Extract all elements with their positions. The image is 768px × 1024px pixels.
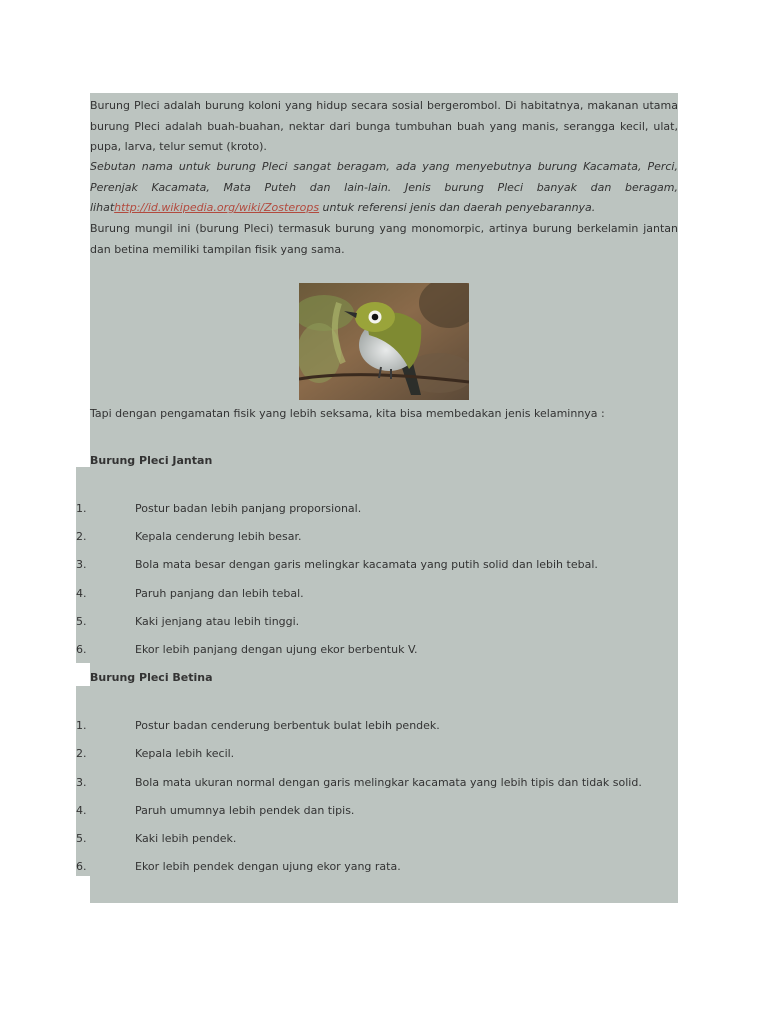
list-number: 3. [76, 558, 87, 571]
list-item [76, 640, 676, 660]
list-text: Ekor lebih pendek dengan ujung ekor yang rata. [135, 860, 401, 873]
observation-sentence: Tapi dengan pengamatan fisik yang lebih seksama, kita bisa membedakan jenis kelaminnya : [90, 407, 605, 420]
list-item [76, 499, 676, 519]
list-number: 2. [76, 530, 87, 543]
list-text: Bola mata ukuran normal dengan garis melingkar kacamata yang lebih tipis dan tidak solid. [135, 776, 642, 789]
list-text: Postur badan lebih panjang proporsional. [135, 502, 362, 515]
list-number: 5. [76, 832, 87, 845]
female-section-title: Burung Pleci Betina [90, 671, 213, 684]
list-item [76, 857, 676, 877]
list-number: 6. [76, 643, 87, 656]
list-text: Ekor lebih panjang dengan ujung ekor berbentuk V. [135, 643, 418, 656]
list-number: 4. [76, 804, 87, 817]
list-text: Kaki lebih pendek. [135, 832, 237, 845]
list-text: Kaki jenjang atau lebih tinggi. [135, 615, 300, 628]
list-text: Kepala lebih kecil. [135, 747, 235, 760]
list-item [76, 744, 676, 764]
monomorphic-paragraph: Burung mungil ini (burung Pleci) termasuk burung yang monomorpic, artinya burung berkelamin jantan dan betina memiliki tampilan fisik yang sama. [90, 222, 678, 256]
male-section-title: Burung Pleci Jantan [90, 454, 213, 467]
list-number: 2. [76, 747, 87, 760]
list-item [76, 555, 676, 575]
list-number: 4. [76, 587, 87, 600]
list-number: 5. [76, 615, 87, 628]
list-number: 6. [76, 860, 87, 873]
list-item [76, 527, 676, 547]
list-number: 3. [76, 776, 87, 789]
wikipedia-link[interactable]: http://id.wikipedia.org/wiki/Zosterops [114, 201, 320, 214]
list-text: Paruh umumnya lebih pendek dan tipis. [135, 804, 355, 817]
list-text: Postur badan cenderung berbentuk bulat lebih pendek. [135, 719, 440, 732]
list-text: Bola mata besar dengan garis melingkar kacamata yang putih solid dan lebih tebal. [135, 558, 598, 571]
pleci-bird-photo [299, 283, 469, 400]
list-item [76, 716, 676, 736]
list-text: Kepala cenderung lebih besar. [135, 530, 302, 543]
intro-paragraph: Burung Pleci adalah burung koloni yang hidup secara sosial bergerombol. Di habitatnya, makanan utama burung Pleci adalah buah-buahan, nektar dari bunga tumbuhan buah yang manis, serangga kecil, ulat, pupa, larva, telur semut (kroto). [90, 99, 678, 153]
list-number: 1. [76, 502, 87, 515]
list-item [76, 829, 676, 849]
list-item [76, 612, 676, 632]
list-text: Paruh panjang dan lebih tebal. [135, 587, 304, 600]
list-item [76, 801, 676, 821]
names-paragraph: Sebutan nama untuk burung Pleci sangat beragam, ada yang menyebutnya burung Kacamata, Perci, Perenjak Kacamata, Mata Puteh dan lain-lain. Jenis burung Pleci banyak dan beragam, lihathttp://id.wikipedia.org/wiki/Zosterops untuk referensi jenis dan daerah penyebarannya. [90, 160, 678, 214]
list-item [76, 584, 676, 604]
list-item [76, 773, 676, 793]
list-number: 1. [76, 719, 87, 732]
